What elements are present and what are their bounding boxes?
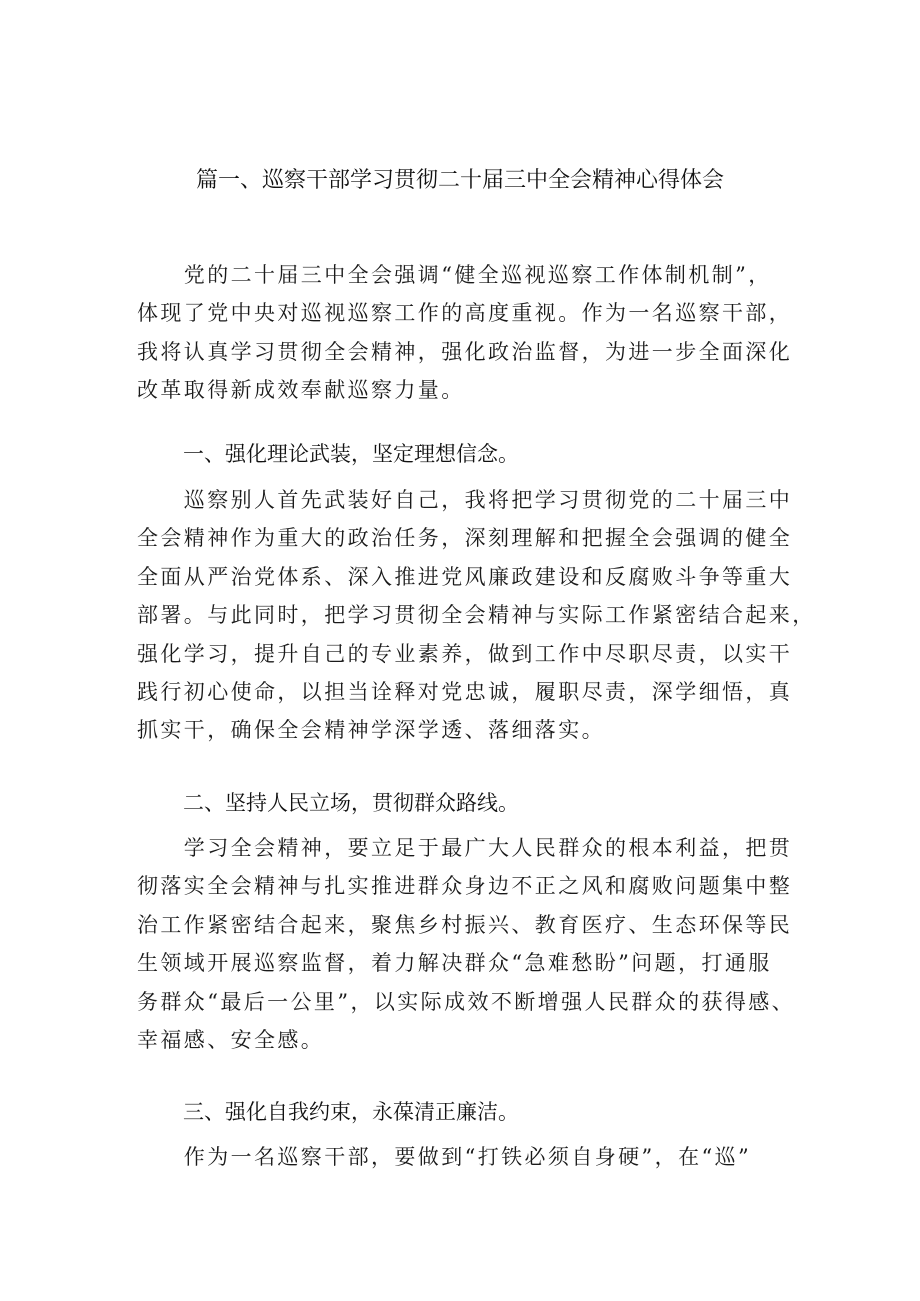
section-2-paragraph [137, 829, 796, 1059]
section-heading-1: 一、强化理论武装，坚定理想信念。 [183, 442, 519, 466]
paragraph-line: 强化学习，提升自己的专业素养，做到工作中尽职尽责，以实干 [137, 641, 793, 666]
paragraph-line: 践行初心使命，以担当诠释对党忠诚，履职尽责，深学细悟，真 [137, 679, 793, 704]
paragraph-line: 幸福感、安全感。 [137, 1027, 325, 1052]
paragraph-line: 学习全会精神，要立足于最广大人民群众的根本利益，把贯 [137, 836, 793, 860]
paragraph-line: 彻落实全会精神与扎实推进群众身边不正之风和腐败问题集中整 [137, 874, 793, 899]
paragraph-line: 体现了党中央对巡视巡察工作的高度重视。作为一名巡察干部， [137, 301, 793, 326]
paragraph-line: 全会精神作为重大的政治任务，深刻理解和把握全会强调的健全 [137, 526, 793, 551]
section-1-paragraph [137, 481, 816, 750]
paragraph-line: 生领域开展巡察监督，着力解决群众“急难愁盼”问题，打通服 [137, 951, 772, 976]
paragraph-line: 我将认真学习贯彻全会精神，强化政治监督，为进一步全面深化 [137, 339, 793, 364]
paragraph-line: 改革取得新成效奉献巡察力量。 [137, 378, 465, 403]
paragraph-line: 全面从严治党体系、深入推进党风廉政建设和反腐败斗争等重大 [137, 564, 793, 589]
paragraph-line: 治工作紧密结合起来，聚焦乡村振兴、教育医疗、生态环保等民 [137, 912, 793, 937]
section-heading-2: 二、坚持人民立场，贯彻群众路线。 [183, 791, 519, 815]
document-title: 篇一、巡察干部学习贯彻二十届三中全会精神心得体会 [195, 168, 724, 193]
paragraph-line: 抓实干，确保全会精神学深学透、落细落实。 [137, 718, 605, 743]
paragraph-line: 务群众“最后一公里”，以实际成效不断增强人民群众的获得感、 [137, 989, 796, 1014]
paragraph-line: 部署。与此同时，把学习贯彻全会精神与实际工作紧密结合起来， [137, 603, 816, 628]
paragraph-line: 党的二十届三中全会强调“健全巡视巡察工作体制机制”， [137, 263, 772, 287]
paragraph-line: 作为一名巡察干部，要做到“打铁必须自身硬”，在“巡” [137, 1145, 752, 1169]
intro-paragraph [137, 256, 793, 410]
paragraph-line: 巡察别人首先武装好自己，我将把学习贯彻党的二十届三中 [137, 488, 793, 512]
section-heading-3: 三、强化自我约束，永葆清正廉洁。 [183, 1100, 519, 1124]
section-3-paragraph [137, 1138, 787, 1176]
